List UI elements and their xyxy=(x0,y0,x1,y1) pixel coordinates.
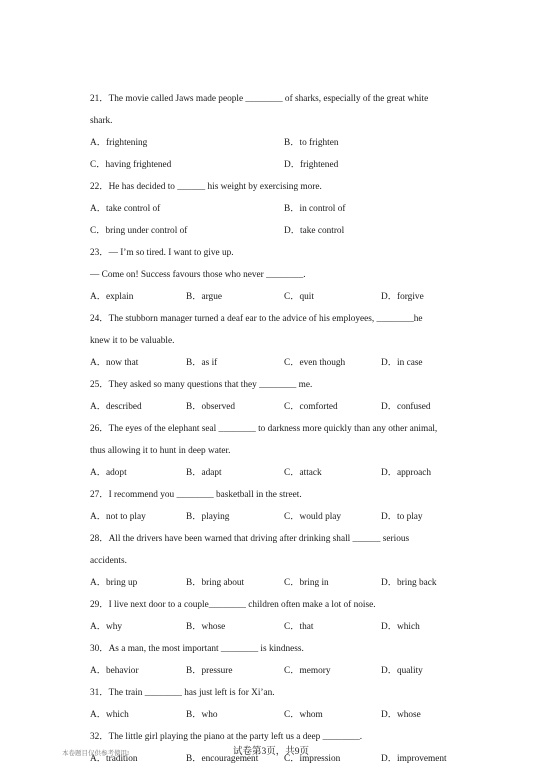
question-stem: 30．As a man, the most important ________ is kindness. xyxy=(90,644,304,654)
answer-option: D．whose xyxy=(381,710,421,720)
question-stem: 25．They asked so many questions that they ________ me. xyxy=(90,380,313,390)
answer-option: C．bring in xyxy=(284,578,329,588)
answer-option: D．in case xyxy=(381,358,423,368)
answer-option: B．in control of xyxy=(284,204,346,214)
answer-option: B．argue xyxy=(186,292,222,302)
answer-option: C．having frightened xyxy=(90,160,172,170)
answer-option: D．to play xyxy=(381,512,423,522)
question-stem: 29．I live next door to a couple________ children often make a lot of noise. xyxy=(90,600,376,610)
answer-option: B．encouragement xyxy=(186,754,259,764)
answer-option: B．who xyxy=(186,710,218,720)
answer-option: A．frightening xyxy=(90,138,148,148)
answer-option: D．improvement xyxy=(381,754,447,764)
answer-option: A．behavior xyxy=(90,666,139,676)
answer-option: C．impression xyxy=(284,754,341,764)
answer-option: A．not to play xyxy=(90,512,146,522)
question-stem: 22．He has decided to ______ his weight by exercising more. xyxy=(90,182,322,192)
question-stem: 31．The train ________ has just left is for Xi’an. xyxy=(90,688,275,698)
answer-option: C．attack xyxy=(284,468,322,478)
answer-option: A．now that xyxy=(90,358,139,368)
answer-option: B．to frighten xyxy=(284,138,339,148)
question-stem-continued: accidents. xyxy=(90,556,127,566)
page-number: 试卷第3页，共9页 xyxy=(233,747,310,757)
answer-option: B．adapt xyxy=(186,468,222,478)
answer-option: C．even though xyxy=(284,358,346,368)
answer-option: C．comforted xyxy=(284,402,338,412)
question-stem-continued: — Come on! Success favours those who never ________. xyxy=(90,270,306,280)
question-stem-continued: shark. xyxy=(90,116,113,126)
question-stem: 27．I recommend you ________ basketball in the street. xyxy=(90,490,302,500)
answer-option: C．memory xyxy=(284,666,331,676)
answer-option: D．frightened xyxy=(284,160,339,170)
answer-option: D．which xyxy=(381,622,420,632)
answer-option: B．playing xyxy=(186,512,230,522)
footer-note: 本卷题目仅供参考使用! xyxy=(62,750,130,757)
answer-option: A．explain xyxy=(90,292,134,302)
answer-option: B．as if xyxy=(186,358,218,368)
answer-option: D．approach xyxy=(381,468,432,478)
answer-option: A．bring up xyxy=(90,578,138,588)
question-stem: 26．The eyes of the elephant seal ________ to darkness more quickly than any other animal, xyxy=(90,424,438,434)
answer-option: A．adopt xyxy=(90,468,127,478)
question-stem: 21．The movie called Jaws made people ________ of sharks, especially of the great white xyxy=(90,94,429,104)
answer-option: D．forgive xyxy=(381,292,424,302)
answer-option: D．bring back xyxy=(381,578,437,588)
question-stem: 28．All the drivers have been warned that driving after drinking shall ______ serious xyxy=(90,534,410,544)
answer-option: B．observed xyxy=(186,402,236,412)
answer-option: C．bring under control of xyxy=(90,226,188,236)
answer-option: B．pressure xyxy=(186,666,233,676)
answer-option: D．quality xyxy=(381,666,423,676)
answer-option: C．would play xyxy=(284,512,342,522)
answer-option: B．whose xyxy=(186,622,226,632)
answer-option: A．why xyxy=(90,622,123,632)
answer-option: A．take control of xyxy=(90,204,161,214)
question-stem-continued: knew it to be valuable. xyxy=(90,336,175,346)
question-stem: 23．— I’m so tired. I want to give up. xyxy=(90,248,234,258)
answer-option: A．which xyxy=(90,710,129,720)
answer-option: B．bring about xyxy=(186,578,245,588)
answer-option: A．described xyxy=(90,402,142,412)
answer-option: D．take control xyxy=(284,226,345,236)
answer-option: A．tradition xyxy=(90,754,138,764)
answer-option: C．whom xyxy=(284,710,323,720)
question-stem: 32．The little girl playing the piano at the party left us a deep ________. xyxy=(90,732,363,742)
question-stem-continued: thus allowing it to hunt in deep water. xyxy=(90,446,231,456)
question-stem: 24．The stubborn manager turned a deaf ear to the advice of his employees, ________he xyxy=(90,314,423,324)
answer-option: C．quit xyxy=(284,292,314,302)
answer-option: D．confused xyxy=(381,402,431,412)
answer-option: C．that xyxy=(284,622,314,632)
